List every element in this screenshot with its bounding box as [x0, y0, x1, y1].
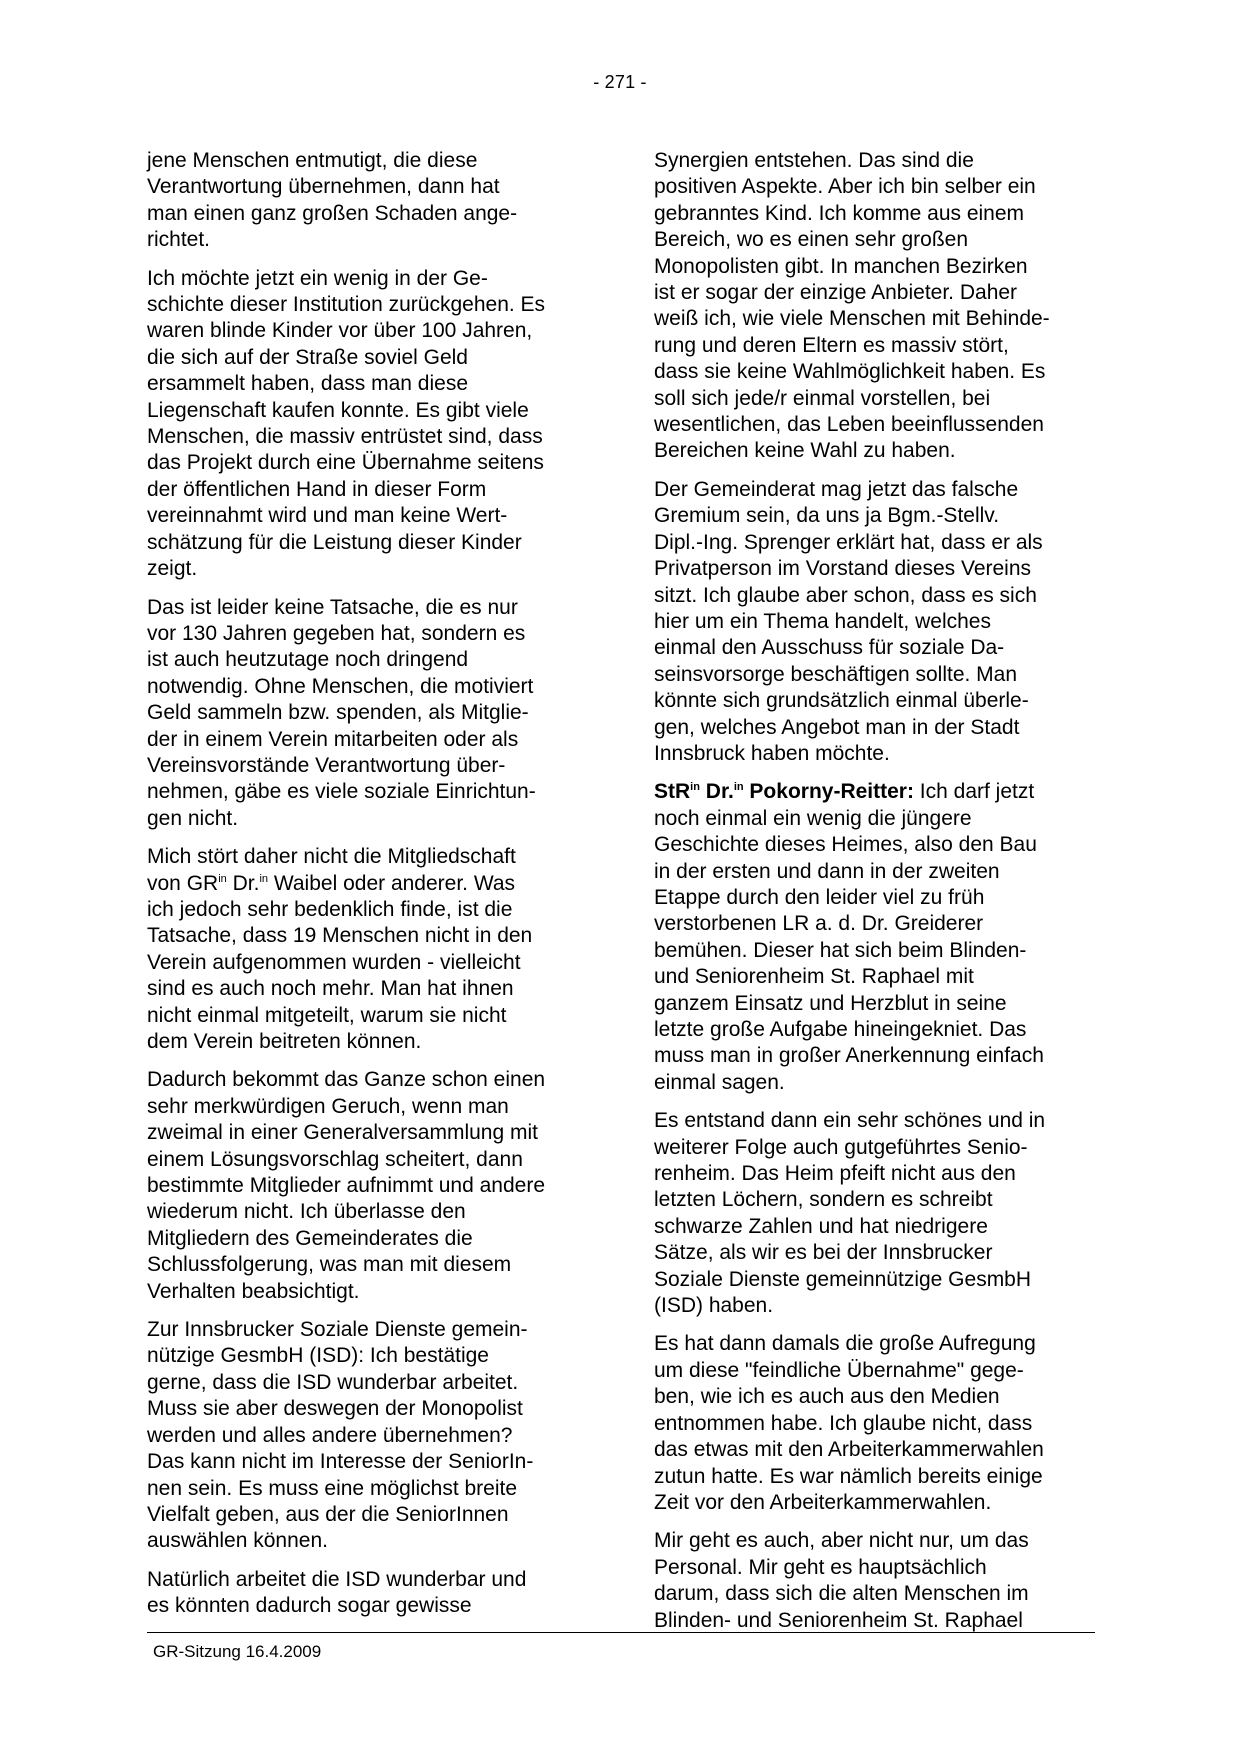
- speaker-title: StR: [654, 780, 691, 804]
- text-line: ist auch heutzutage noch dringend: [147, 648, 469, 672]
- text-line: Natürlich arbeitet die ISD wunderbar und: [147, 1567, 527, 1591]
- text-line: in der ersten und dann in der zweiten: [654, 859, 1000, 883]
- text-line: man einen ganz großen Schaden ange-: [147, 201, 518, 225]
- text-line: ersammelt haben, dass man diese: [147, 372, 468, 396]
- line-rest: Ich darf jetzt: [913, 780, 1035, 804]
- text-line: einem Lösungsvorschlag scheitert, dann: [147, 1147, 523, 1171]
- paragraph: [654, 1108, 1092, 1319]
- text-line: wiederum nicht. Ich überlasse den: [147, 1200, 466, 1224]
- text-line: Es entstand dann ein sehr schönes und in: [654, 1109, 1046, 1133]
- text-line: Das kann nicht im Interesse der SeniorIn-: [147, 1450, 534, 1474]
- text-line: nen sein. Es muss eine möglichst breite: [147, 1476, 518, 1500]
- paragraph: [147, 595, 585, 833]
- text-line: sehr merkwürdigen Geruch, wenn man: [147, 1094, 509, 1118]
- text-line: schichte dieser Institution zurückgehen. Es: [147, 293, 546, 317]
- text-line: ist er sogar der einzige Anbieter. Daher: [654, 281, 1018, 305]
- text-line: ganzem Einsatz und Herzblut in seine: [654, 991, 1007, 1015]
- text-line: ben, wie ich es auch aus den Medien: [654, 1385, 1000, 1409]
- text-line: Blinden- und Seniorenheim St. Raphael: [654, 1608, 1023, 1632]
- text-line-with-title: [147, 871, 585, 897]
- text-line: weiß ich, wie viele Menschen mit Behinde-: [654, 307, 1050, 331]
- text-line: Tatsache, dass 19 Menschen nicht in den: [147, 924, 533, 948]
- text-line: Verantwortung übernehmen, dann hat: [147, 175, 500, 199]
- text-line: Der Gemeinderat mag jetzt das falsche: [654, 477, 1019, 501]
- paragraph: [147, 266, 585, 583]
- text-line: letzten Löchern, sondern es schreibt: [654, 1188, 993, 1212]
- speaker-surname: Pokorny-Reitter:: [743, 780, 914, 804]
- text-line: Vereinsvorstände Verantwortung über-: [147, 753, 506, 777]
- text-line: entnommen habe. Ich glaube nicht, dass: [654, 1411, 1033, 1435]
- text-line: Synergien entstehen. Das sind die: [654, 149, 974, 172]
- paragraph: [147, 844, 585, 1055]
- title-superscript: in: [690, 781, 700, 794]
- text-line: (ISD) haben.: [654, 1294, 774, 1318]
- text-line: die sich auf der Straße soviel Geld: [147, 345, 468, 369]
- text-line: renheim. Das Heim pfeift nicht aus den: [654, 1162, 1016, 1186]
- paragraph: [147, 1567, 585, 1620]
- text-line: werden und alles andere übernehmen?: [147, 1423, 513, 1447]
- text-line: vor 130 Jahren gegeben hat, sondern es: [147, 621, 526, 645]
- text-line: zeigt.: [147, 557, 198, 581]
- text-line: darum, dass sich die alten Menschen im: [654, 1582, 1029, 1606]
- text-line: notwendig. Ohne Menschen, die motiviert: [147, 674, 534, 698]
- text-line: Ich möchte jetzt ein wenig in der Ge-: [147, 266, 488, 290]
- text-line: jene Menschen entmutigt, die diese: [147, 149, 478, 172]
- text-line: noch einmal ein wenig die jüngere: [654, 806, 972, 830]
- speaker-line: [654, 779, 1092, 805]
- text-line: Bereich, wo es einen sehr großen: [654, 228, 969, 252]
- text-line: es könnten dadurch sogar gewisse: [147, 1594, 472, 1618]
- text-line: wesentlichen, das Leben beeinflussenden: [654, 413, 1044, 437]
- text-line: gen, welches Angebot man in der Stadt: [654, 715, 1020, 739]
- text-line: schätzung für die Leistung dieser Kinder: [147, 530, 522, 554]
- text-line: nützige GesmbH (ISD): Ich bestätige: [147, 1344, 489, 1368]
- text-line: Monopolisten gibt. In manchen Bezirken: [654, 254, 1028, 278]
- text-line: weiterer Folge auch gutgeführtes Senio-: [654, 1135, 1028, 1159]
- text-line: Es hat dann damals die große Aufregung: [654, 1332, 1036, 1356]
- text-line: richtet.: [147, 228, 211, 252]
- title-superscript: in: [733, 781, 744, 794]
- text-line: Mitgliedern des Gemeinderates die: [147, 1226, 473, 1250]
- text-line: bestimmte Mitglieder aufnimmt und andere: [147, 1174, 546, 1198]
- page-number: - 271 -: [593, 72, 647, 92]
- text-line: gerne, dass die ISD wunderbar arbeitet.: [147, 1370, 519, 1394]
- paragraph: [654, 1331, 1092, 1516]
- paragraph: [654, 1528, 1092, 1634]
- text-line: zweimal in einer Generalversammlung mit: [147, 1121, 538, 1145]
- text-line: um diese "feindliche Übernahme" gege-: [654, 1358, 1024, 1382]
- text-line: dass sie keine Wahlmöglichkeit haben. Es: [654, 360, 1046, 384]
- text-line: der öffentlichen Hand in dieser Form: [147, 477, 487, 501]
- paragraph: [654, 148, 1092, 465]
- text-line: Das ist leider keine Tatsache, die es nur: [147, 595, 518, 619]
- footer-divider: [147, 1632, 1095, 1633]
- text-line: Geschichte dieses Heimes, also den Bau: [654, 833, 1037, 857]
- text-line: seinsvorsorge beschäftigen sollte. Man: [654, 662, 1018, 686]
- text-line: waren blinde Kinder vor über 100 Jahren,: [147, 319, 533, 343]
- text-line: einmal sagen.: [654, 1070, 785, 1094]
- text-line: Vielfalt geben, aus der die SeniorInnen: [147, 1502, 509, 1526]
- text-line: Menschen, die massiv entrüstet sind, dass: [147, 425, 543, 449]
- text-line: Mir geht es auch, aber nicht nur, um das: [654, 1529, 1029, 1553]
- text-line: rung und deren Eltern es massiv stört,: [654, 333, 1009, 357]
- text-line: nicht einmal mitgeteilt, warum sie nicht: [147, 1003, 507, 1027]
- text-line: muss man in großer Anerkennung einfach: [654, 1044, 1044, 1068]
- text-line: schwarze Zahlen und hat niedrigere: [654, 1214, 988, 1238]
- text-line: nehmen, gäbe es viele soziale Einrichtun-: [147, 780, 536, 804]
- text-line: sind es auch noch mehr. Man hat ihnen: [147, 977, 514, 1001]
- dr-title: Dr.: [226, 871, 260, 895]
- speaker-title: Dr.: [699, 780, 734, 804]
- text-line: Liegenschaft kaufen konnte. Es gibt viele: [147, 398, 529, 422]
- text-line: Etappe durch den leider viel zu früh: [654, 885, 985, 909]
- text-line: Dipl.-Ing. Sprenger erklärt hat, dass er als: [654, 530, 1043, 554]
- text-line: dem Verein beitreten können.: [147, 1030, 422, 1053]
- text-line: Innsbruck haben möchte.: [654, 741, 890, 765]
- text-line: ich jedoch sehr bedenklich finde, ist die: [147, 897, 513, 921]
- text-line: Mich stört daher nicht die Mitgliedschaft: [147, 845, 516, 869]
- paragraph: [147, 148, 585, 254]
- text-line: soll sich jede/r einmal vorstellen, bei: [654, 386, 991, 410]
- text-line: Verhalten beabsichtigt.: [147, 1279, 360, 1303]
- text-line: das etwas mit den Arbeiterkammerwahlen: [654, 1438, 1044, 1462]
- footer-session-date: GR-Sitzung 16.4.2009: [153, 1642, 322, 1661]
- paragraph: [654, 477, 1092, 767]
- title-superscript: in: [259, 872, 268, 885]
- text-line: gen nicht.: [147, 806, 239, 830]
- speaker-name: [654, 780, 914, 803]
- text-line: sitzt. Ich glaube aber schon, dass es sich: [654, 583, 1037, 607]
- paragraph: [654, 779, 1092, 1096]
- paragraph: [147, 1317, 585, 1555]
- title-superscript: in: [218, 872, 227, 885]
- right-column: [654, 148, 1092, 1646]
- text-line: Gremium sein, da uns ja Bgm.-Stellv.: [654, 504, 1000, 528]
- text-line: einmal den Ausschuss für soziale Da-: [654, 636, 1005, 660]
- left-column: [147, 148, 585, 1632]
- text-line: gebranntes Kind. Ich komme aus einem: [654, 201, 1025, 225]
- text-line: Privatperson im Vorstand dieses Vereins: [654, 557, 1032, 581]
- text-line: Geld sammeln bzw. spenden, als Mitglie-: [147, 701, 529, 725]
- text-line: Personal. Mir geht es hauptsächlich: [654, 1555, 987, 1579]
- text-line: Bereichen keine Wahl zu haben.: [654, 439, 956, 463]
- text-line: Verein aufgenommen wurden - vielleicht: [147, 950, 521, 974]
- text-line: Dadurch bekommt das Ganze schon einen: [147, 1068, 546, 1092]
- text-line: Schlussfolgerung, was man mit diesem: [147, 1253, 512, 1277]
- text-line: vereinnahmt wird und man keine Wert-: [147, 504, 508, 528]
- text-line: Muss sie aber deswegen der Monopolist: [147, 1397, 523, 1421]
- text-line: verstorbenen LR a. d. Dr. Greiderer: [654, 912, 984, 936]
- text-line: das Projekt durch eine Übernahme seitens: [147, 451, 544, 475]
- text-line: letzte große Aufgabe hineingekniet. Das: [654, 1018, 1027, 1041]
- text-line: positiven Aspekte. Aber ich bin selber ein: [654, 175, 1036, 199]
- text-line: und Seniorenheim St. Raphael mit: [654, 965, 974, 989]
- text-line: hier um ein Thema handelt, welches: [654, 609, 991, 633]
- paragraph: [147, 1067, 585, 1305]
- text-line: Zeit vor den Arbeiterkammerwahlen.: [654, 1490, 992, 1514]
- text-line: Zur Innsbrucker Soziale Dienste gemein-: [147, 1318, 528, 1342]
- text-line: könnte sich grundsätzlich einmal überle-: [654, 689, 1029, 713]
- line-rest: Waibel oder anderer. Was: [268, 871, 516, 895]
- gr-prefix: von GR: [147, 871, 219, 895]
- text-line: auswählen können.: [147, 1529, 328, 1553]
- text-line: Sätze, als wir es bei der Innsbrucker: [654, 1241, 993, 1265]
- text-line: Soziale Dienste gemeinnützige GesmbH: [654, 1267, 1032, 1291]
- text-line: zutun hatte. Es war nämlich bereits einige: [654, 1464, 1043, 1488]
- text-line: der in einem Verein mitarbeiten oder als: [147, 727, 519, 751]
- text-line: bemühen. Dieser hat sich beim Blinden-: [654, 938, 1027, 962]
